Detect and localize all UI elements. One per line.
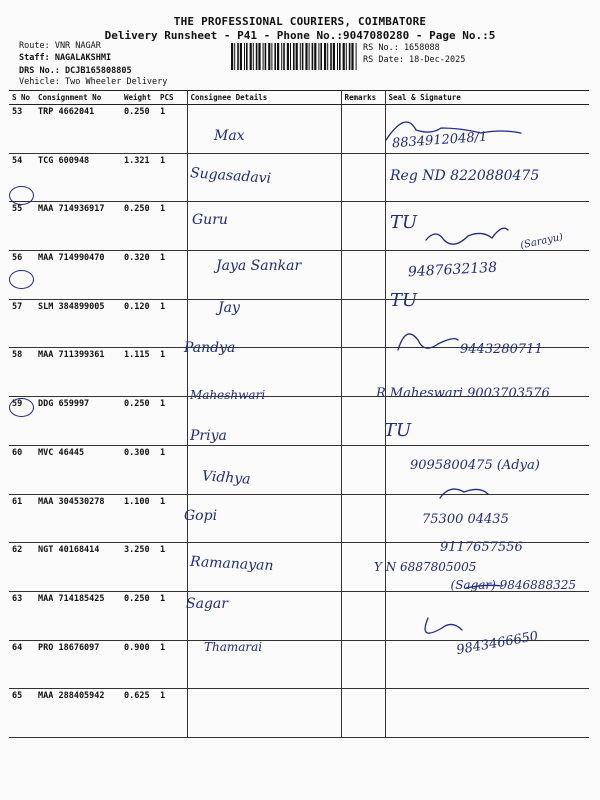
weight-cell: 0.625 — [121, 689, 157, 738]
weight-cell: 0.320 — [121, 251, 157, 300]
barcode-bar — [244, 43, 245, 70]
col-consignment: Consignment No — [35, 91, 121, 105]
col-pcs: PCS — [157, 91, 187, 105]
consignment-cell: MAA 288405942 — [35, 689, 121, 738]
handwritten-signature: TU — [390, 290, 418, 311]
signature-cell — [385, 591, 589, 640]
table-row — [9, 105, 589, 154]
barcode-bar — [300, 43, 301, 70]
barcode-bar — [320, 43, 322, 70]
barcode-bar — [290, 43, 291, 70]
ink-circle-mark — [9, 398, 34, 417]
barcode-bar — [343, 43, 345, 70]
barcode-bar — [237, 43, 239, 70]
ink-circle-mark — [9, 270, 34, 289]
consignment-cell: MVC 46445 — [35, 445, 121, 494]
barcode-bar — [240, 43, 242, 70]
consignment-cell: MAA 711399361 — [35, 348, 121, 397]
handwritten-signature: 75300 04435 — [422, 512, 509, 527]
barcode-bar — [268, 43, 270, 70]
weight-cell: 0.250 — [121, 591, 157, 640]
barcode-bar — [256, 43, 258, 70]
handwritten-name: Sagar — [186, 596, 228, 612]
barcode-bar — [265, 43, 267, 70]
barcode-bar — [305, 43, 307, 70]
consignee-cell — [187, 105, 341, 154]
weight-cell: 1.115 — [121, 348, 157, 397]
barcode-bar — [302, 43, 304, 70]
remarks-cell — [341, 105, 385, 154]
weight-cell: 1.100 — [121, 494, 157, 543]
handwritten-name: Maheshwari — [190, 388, 266, 402]
runsheet-title: Delivery Runsheet - P41 - Phone No.:9047080280 - Page No.:5 — [104, 29, 496, 42]
pcs-cell: 1 — [157, 543, 187, 592]
consignment-cell: TRP 4662041 — [35, 105, 121, 154]
remarks-cell — [341, 202, 385, 251]
pcs-cell: 1 — [157, 591, 187, 640]
barcode-bar — [287, 43, 289, 70]
signature-cell — [385, 689, 589, 738]
barcode-bar — [293, 43, 295, 70]
handwritten-signature: Y N 6887805005 — [374, 560, 477, 574]
sno-cell: 60 — [9, 445, 35, 494]
barcode-bar — [309, 43, 310, 70]
weight-cell: 0.250 — [121, 397, 157, 446]
barcode-bar — [318, 43, 319, 70]
handwritten-signature: 9117657556 — [440, 540, 523, 555]
pcs-cell: 1 — [157, 105, 187, 154]
sno-cell: 58 — [9, 348, 35, 397]
barcode-bar — [271, 43, 272, 70]
handwritten-name: Ramanayan — [189, 553, 274, 575]
consignment-cell: TCG 600948 — [35, 153, 121, 202]
barcode-bar — [312, 43, 314, 70]
table-row — [9, 299, 589, 348]
sno-cell: 59 — [9, 397, 35, 446]
handwritten-signature: R Maheswari 9003703576 — [376, 386, 550, 401]
barcode-bar — [337, 43, 338, 70]
col-signature: Seal & Signature — [385, 91, 589, 105]
handwritten-name: Max — [214, 128, 245, 144]
barcode-bar — [283, 43, 285, 70]
sno-cell: 55 — [9, 202, 35, 251]
remarks-cell — [341, 397, 385, 446]
handwritten-name: Jay — [218, 300, 240, 316]
barcode-bar — [333, 43, 335, 70]
vehicle-label: Vehicle: Two Wheeler Delivery — [19, 77, 168, 87]
handwritten-name: Jaya Sankar — [216, 258, 302, 274]
rs-number: RS No.: 1658088 — [363, 43, 440, 53]
consignee-cell — [187, 689, 341, 738]
barcode-bar — [346, 43, 347, 70]
barcode-bar — [324, 43, 326, 70]
pcs-cell: 1 — [157, 640, 187, 689]
barcode-bar — [296, 43, 298, 70]
consignment-cell: PRO 18676097 — [35, 640, 121, 689]
handwritten-signature: 9443280711 — [460, 342, 543, 357]
handwritten-signature: 9487632138 — [407, 259, 498, 281]
consignment-cell: NGT 40168414 — [35, 543, 121, 592]
sno-cell: 53 — [9, 105, 35, 154]
handwritten-name: Guru — [192, 212, 228, 228]
consignment-cell: SLM 384899005 — [35, 299, 121, 348]
barcode-bar — [339, 43, 341, 70]
pcs-cell: 1 — [157, 445, 187, 494]
handwritten-signature: TU — [384, 420, 412, 441]
barcode-bar — [250, 43, 252, 70]
pcs-cell: 1 — [157, 348, 187, 397]
sno-cell: 62 — [9, 543, 35, 592]
sno-cell: 56 — [9, 251, 35, 300]
consignment-cell: MAA 714990470 — [35, 251, 121, 300]
route-label: Route: VNR NAGAR — [19, 41, 101, 51]
barcode-bar — [330, 43, 332, 70]
sno-cell: 61 — [9, 494, 35, 543]
handwritten-name: Pandya — [184, 340, 236, 356]
consignment-cell: MAA 714936917 — [35, 202, 121, 251]
handwritten-name: Thamarai — [204, 640, 263, 654]
handwritten-signature: Reg ND 8220880475 — [390, 168, 540, 184]
remarks-cell — [341, 299, 385, 348]
sno-cell: 57 — [9, 299, 35, 348]
barcode-bar — [277, 43, 279, 70]
barcode-bar — [253, 43, 254, 70]
handwritten-name: Sugasadavi — [189, 165, 272, 187]
table-row — [9, 591, 589, 640]
pcs-cell: 1 — [157, 251, 187, 300]
handwritten-name: Gopi — [184, 508, 218, 524]
barcode-bar — [234, 43, 235, 70]
col-sno: S No — [9, 91, 35, 105]
barcode-bar — [246, 43, 248, 70]
handwritten-signature: 8834912048/1 — [391, 129, 488, 152]
col-consignee: Consignee Details — [187, 91, 341, 105]
weight-cell: 1.321 — [121, 153, 157, 202]
drs-label: DRS No.: DCJB165808805 — [19, 66, 132, 76]
pcs-cell: 1 — [157, 153, 187, 202]
remarks-cell — [341, 640, 385, 689]
barcode-bar — [349, 43, 351, 70]
pcs-cell: 1 — [157, 494, 187, 543]
barcode-bar — [281, 43, 282, 70]
table-header-row — [9, 91, 589, 105]
company-title: THE PROFESSIONAL COURIERS, COIMBATORE — [173, 15, 427, 28]
handwritten-signature: 9843466650 — [455, 628, 540, 659]
sno-cell: 63 — [9, 591, 35, 640]
staff-label: Staff: NAGALAKSHMI — [19, 53, 112, 63]
weight-cell: 0.120 — [121, 299, 157, 348]
barcode-bar — [263, 43, 264, 70]
pcs-cell: 1 — [157, 299, 187, 348]
barcode-image — [231, 43, 359, 70]
rs-date: RS Date: 18-Dec-2025 — [363, 55, 466, 65]
table-row — [9, 689, 589, 738]
handwritten-signature: (Sarayu) — [519, 231, 565, 252]
table-row — [9, 202, 589, 251]
handwritten-signature: TU — [390, 212, 418, 233]
consignment-cell: MAA 714185425 — [35, 591, 121, 640]
barcode-bar — [351, 43, 353, 70]
handwritten-signature: 9095800475 (Adya) — [410, 458, 540, 473]
sno-cell: 54 — [9, 153, 35, 202]
sno-cell: 64 — [9, 640, 35, 689]
pcs-cell: 1 — [157, 397, 187, 446]
barcode-bar — [314, 43, 316, 70]
handwritten-name: Vidhya — [201, 468, 252, 488]
weight-cell: 0.300 — [121, 445, 157, 494]
pcs-cell: 1 — [157, 689, 187, 738]
pcs-cell: 1 — [157, 202, 187, 251]
weight-cell: 0.900 — [121, 640, 157, 689]
handwritten-signature: (Sagar) 9846888325 — [450, 578, 576, 592]
remarks-cell — [341, 153, 385, 202]
signature-cell — [385, 397, 589, 446]
weight-cell: 0.250 — [121, 202, 157, 251]
barcode-bar — [274, 43, 276, 70]
weight-cell: 3.250 — [121, 543, 157, 592]
col-remarks: Remarks — [341, 91, 385, 105]
remarks-cell — [341, 494, 385, 543]
barcode-bar — [231, 43, 233, 70]
consignment-cell: DDG 659997 — [35, 397, 121, 446]
barcode-bar — [356, 43, 357, 70]
remarks-cell — [341, 251, 385, 300]
remarks-cell — [341, 591, 385, 640]
remarks-cell — [341, 689, 385, 738]
ink-circle-mark — [9, 186, 34, 205]
consignment-cell: MAA 304530278 — [35, 494, 121, 543]
barcode-bar — [258, 43, 260, 70]
weight-cell: 0.250 — [121, 105, 157, 154]
barcode-bar — [327, 43, 328, 70]
handwritten-name: Priya — [190, 428, 227, 444]
table-row — [9, 397, 589, 446]
remarks-cell — [341, 445, 385, 494]
col-weight: Weight — [121, 91, 157, 105]
sno-cell: 65 — [9, 689, 35, 738]
